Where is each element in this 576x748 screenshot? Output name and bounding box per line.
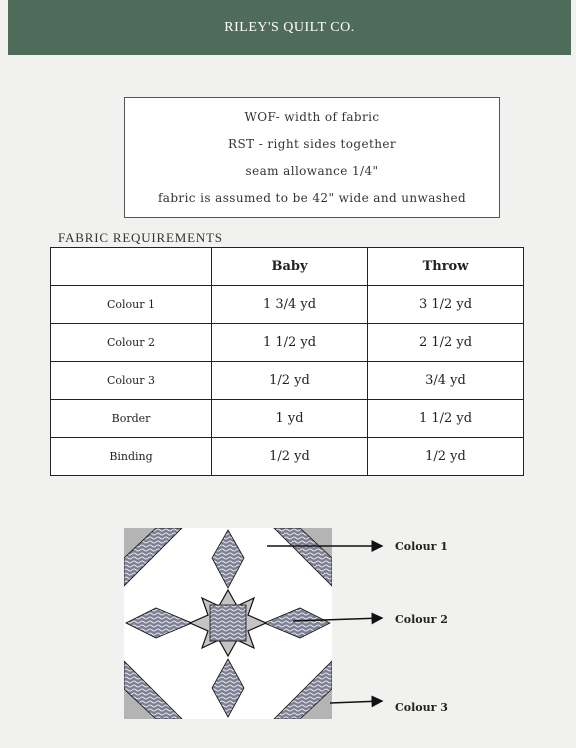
header-cell-baby: Baby bbox=[212, 248, 368, 286]
table-row bbox=[51, 400, 524, 438]
cell-throw: 3/4 yd bbox=[368, 362, 524, 400]
table-header-row bbox=[51, 248, 524, 286]
arrow-colour-3 bbox=[330, 701, 382, 703]
note-seam-allowance: seam allowance 1/4" bbox=[245, 163, 379, 178]
table-row bbox=[51, 362, 524, 400]
section-title-fabric-requirements: FABRIC REQUIREMENTS bbox=[58, 230, 223, 245]
row-label: Colour 3 bbox=[51, 362, 212, 400]
note-rst: RST - right sides together bbox=[228, 136, 396, 151]
cell-throw: 1 1/2 yd bbox=[368, 400, 524, 438]
cell-throw: 2 1/2 yd bbox=[368, 324, 524, 362]
callout-colour-1: Colour 1 bbox=[395, 540, 448, 553]
cell-baby: 1 1/2 yd bbox=[212, 324, 368, 362]
cell-baby: 1/2 yd bbox=[212, 362, 368, 400]
callout-colour-3: Colour 3 bbox=[395, 701, 448, 714]
header-cell-blank bbox=[51, 248, 212, 286]
quilt-block-diagram bbox=[124, 528, 332, 719]
center-square bbox=[210, 605, 246, 641]
fabric-requirements-table bbox=[50, 247, 524, 476]
cell-baby: 1 3/4 yd bbox=[212, 286, 368, 324]
row-label: Binding bbox=[51, 438, 212, 476]
table-row bbox=[51, 324, 524, 362]
abbreviations-box bbox=[124, 97, 500, 218]
table-row bbox=[51, 286, 524, 324]
cell-throw: 3 1/2 yd bbox=[368, 286, 524, 324]
header-cell-throw: Throw bbox=[368, 248, 524, 286]
note-wof: WOF- width of fabric bbox=[244, 109, 380, 124]
row-label: Colour 2 bbox=[51, 324, 212, 362]
cell-baby: 1/2 yd bbox=[212, 438, 368, 476]
callout-colour-2: Colour 2 bbox=[395, 613, 448, 626]
table-row bbox=[51, 438, 524, 476]
brand-title: RILEY'S QUILT CO. bbox=[224, 19, 355, 35]
row-label: Border bbox=[51, 400, 212, 438]
row-label: Colour 1 bbox=[51, 286, 212, 324]
header-banner bbox=[8, 0, 571, 55]
cell-throw: 1/2 yd bbox=[368, 438, 524, 476]
cell-baby: 1 yd bbox=[212, 400, 368, 438]
note-fabric-width: fabric is assumed to be 42" wide and unwashed bbox=[157, 190, 467, 205]
